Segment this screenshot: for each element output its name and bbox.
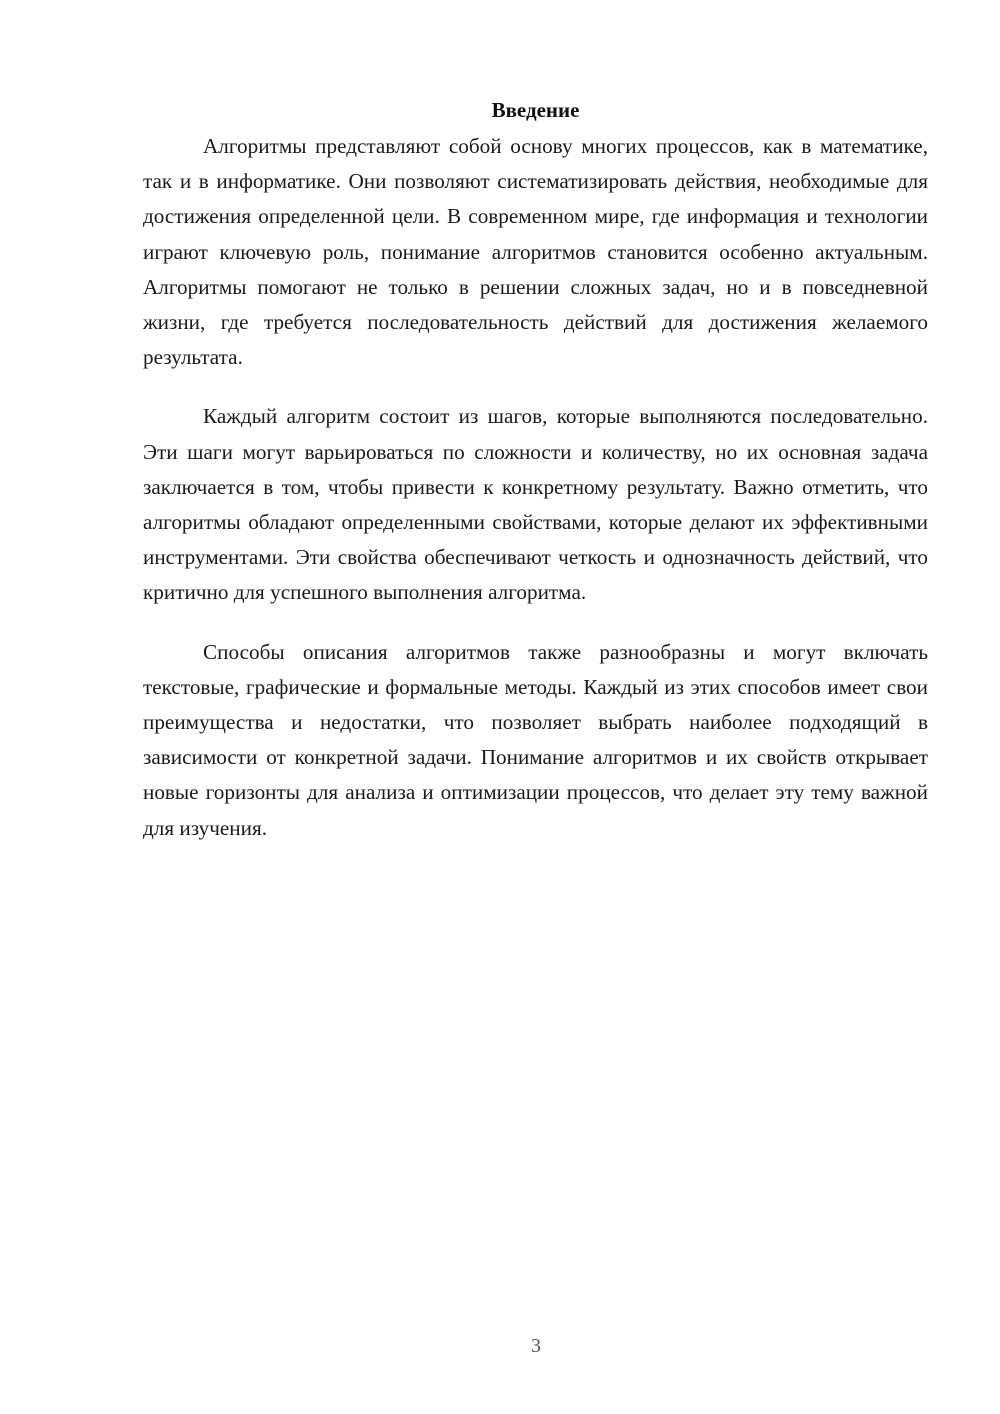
paragraph-1: Алгоритмы представляют собой основу многих процессов, как в математике, так и в информатике. Они позволяют систематизировать действия, необходимые для достижения определенной цели. В современном мире, где информация и технологии играют ключевую роль, понимание алгоритмов становится особенно актуальным. Алгоритмы помогают не только в решении сложных задач, но и в повседневной жизни, где требуется последовательность действий для достижения желаемого результата. bbox=[143, 134, 928, 370]
paragraph-2: Каждый алгоритм состоит из шагов, которые выполняются последовательно. Эти шаги могут варьироваться по сложности и количеству, но их основная задача заключается в том, чтобы привести к конкретному результату. Важно отметить, что алгоритмы обладают определенными свойствами, которые делают их эффективными инструментами. Эти свойства обеспечивают четкость и однозначность действий, что критично для успешного выполнения алгоритма. bbox=[143, 404, 928, 605]
page-number: 3 bbox=[531, 1335, 541, 1357]
page-content bbox=[143, 95, 928, 870]
section-heading: Введение bbox=[491, 98, 580, 122]
paragraph-3: Способы описания алгоритмов также разнообразны и могут включать текстовые, графические и формальные методы. Каждый из этих способов имеет свои преимущества и недостатки, что позволяет выбрать наиболее подходящий в зависимости от конкретной задачи. Понимание алгоритмов и их свойств открывает новые горизонты для анализа и оптимизации процессов, что делает эту тему важной для изучения. bbox=[143, 639, 928, 840]
